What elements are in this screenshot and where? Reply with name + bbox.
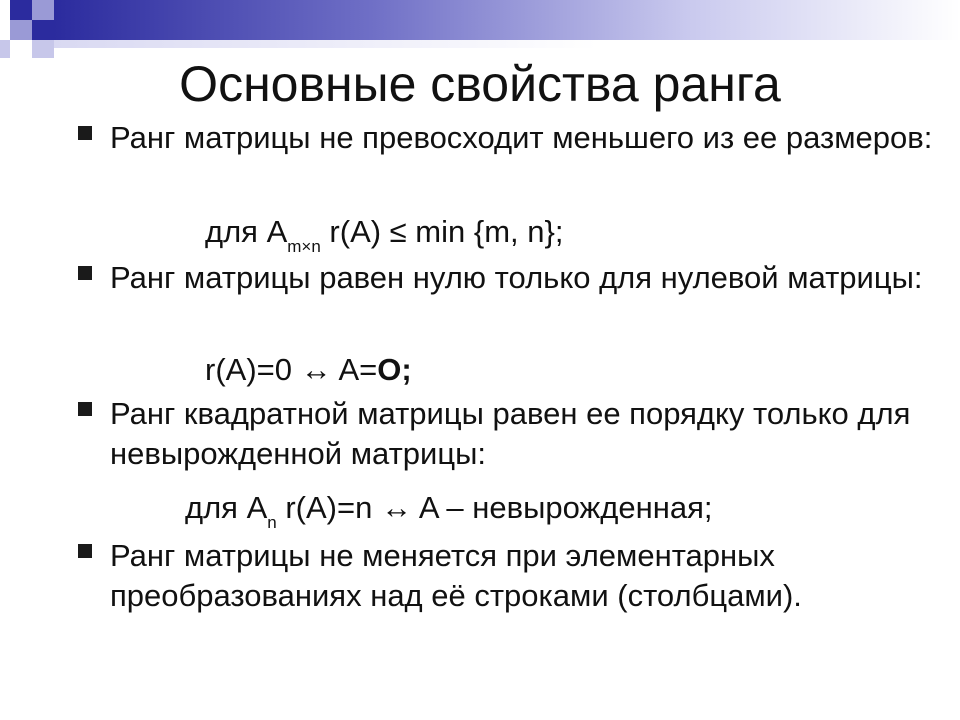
bullet-square-icon <box>78 402 92 416</box>
formula-3-suffix: r(A)=n ↔ A – невырожденная; <box>276 490 713 525</box>
bullet-text-2: Ранг матрицы равен нулю только для нулевой матрицы: <box>110 260 923 295</box>
slide-title: Основные свойства ранга <box>179 56 781 112</box>
formula-1 <box>205 212 563 257</box>
formula-2-bold: O; <box>377 352 412 387</box>
bullet-square-icon <box>78 544 92 558</box>
bullet-square-icon <box>78 126 92 140</box>
bullet-text-1: Ранг матрицы не превосходит меньшего из ее размеров: <box>110 120 933 155</box>
formula-1-prefix: для A <box>205 214 288 249</box>
formula-3-prefix: для A <box>185 490 268 525</box>
bullet-text-3: Ранг квадратной матрицы равен ее порядку только для невырожденной матрицы: <box>110 396 911 471</box>
formula-2-prefix: r(A)=0 ↔ A= <box>205 352 378 387</box>
bullet-square-icon <box>78 266 92 280</box>
formula-3 <box>185 488 712 533</box>
bullet-text-4: Ранг матрицы не меняется при элементарных преобразованиях над её строками (столбцами). <box>110 538 802 613</box>
formula-3-subscript: n <box>267 513 277 532</box>
formula-1-subscript: m×n <box>287 237 321 256</box>
formula-1-suffix: r(A) ≤ min {m, n}; <box>320 214 564 249</box>
formula-2 <box>205 350 412 390</box>
